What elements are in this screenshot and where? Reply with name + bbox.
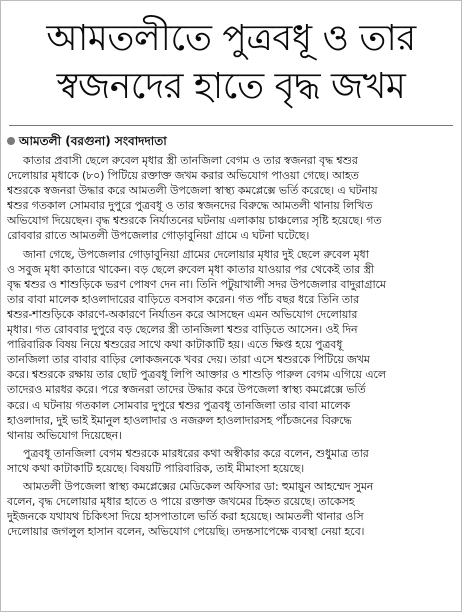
paragraph-line: করে। এ ঘটনায় গতকাল সোমবার দুপুরে শ্বশুর পুত্রবধূ তানজিলা তার বাবা মালেক (7, 398, 351, 412)
headline (1, 1, 461, 111)
paragraph-line: দুইজনকে যথাযথ চিকিৎসা দিয়ে হাসপাতালে ভর্তি করা হয়েছে। আমতলী থানার ওসি (7, 510, 364, 524)
paragraph-line: করে। শ্বশুরকে রক্ষায় তার ছোট পুত্রবধূ লিপি আক্তার ও শাশুড়ি পারুল বেগম এগিয়ে এলে (7, 368, 386, 382)
paragraph-line: সাথে কথা কাটাকাটি হয়েছে। বিষয়টি পারিবারিক, তাই মীমাংসা হয়েছে। (7, 461, 305, 475)
paragraph-line: তার বাবা মালেক হাওলাদারের বাড়িতে বসবাস করেন। গত পাঁচ বছর ধরে তিনি তার (7, 292, 360, 306)
paragraph-line: পারিবারিক বিষয় নিয়ে শ্বশুরের সাথে কথা কাটাকাটি হয়। এতে ক্ষিপ্ত হয়ে পুত্রবধূ (7, 338, 343, 352)
paragraph-line: শ্বশুরকে স্বজনরা উদ্ধার করে আমতলী উপজেলা স্বাস্থ্য কমপ্লেক্সে ভর্তি করেছে। এ ঘটনায় (7, 184, 378, 198)
paragraph-line: শ্বশুর গতকাল সোমবার দুপুরে পুত্রবধূ ও তার স্বজনদের বিরুদ্ধে আমতলী থানায় লিখিত (7, 199, 373, 213)
headline-divider (9, 125, 453, 126)
paragraph-line: দেলোয়ার মৃধাকে (৮০) পিটিয়ে রক্তাক্ত জখম করার অভিযোগ পাওয়া গেছে। আহত (7, 169, 359, 183)
paragraph-line: রোববার রাতে আমতলী উপজেলার গোড়াবুনিয়া গ্রামে এ ঘটনা ঘটেছে। (7, 229, 310, 243)
paragraph-line: তাদেরও মারধর করে। পরে স্বজনরা তাদের উদ্ধার করে উপজেলা স্বাস্থ্য কমপ্লেক্সে ভর্তি (7, 383, 366, 397)
byline-text: আমতলী (বরগুনা) সংবাদদাতা (19, 134, 167, 148)
paragraph-line: পুত্রবধূ তানজিলা বেগম শ্বশুরকে মারধরের কথা অস্বীকার করে বলেন, শুধুমাত্র তার (23, 446, 369, 460)
headline-line-2: স্বজনদের হাতে বৃদ্ধ জখম (56, 66, 406, 107)
article-body (7, 153, 455, 539)
paragraph-line: শ্বশুর-শাশুড়িকে কারণে-অকারণে নির্যাতন করে আসছেন এমন অভিযোগ দেলোয়ার (7, 307, 358, 321)
paragraph-line: জানা গেছে, উপজেলার গোড়াবুনিয়া গ্রামের দেলোয়ার মৃধার দুই ছেলে রুবেল মৃধা (23, 247, 369, 261)
byline (7, 133, 453, 149)
bullet-icon (7, 137, 15, 145)
paragraph-line: অভিযোগ দিয়েছেন। বৃদ্ধ শ্বশুরকে নির্যাতনের ঘটনায় এলাকায় চাঞ্চল্যের সৃষ্টি হয়েছে। গত (7, 214, 382, 228)
article-paragraph (7, 247, 455, 443)
paragraph-line: থানায় অভিযোগ দিয়েছেন। (7, 428, 122, 442)
paragraph-line: বৃদ্ধ শ্বশুর ও শাশুড়িকে ভরণ পোষণ দেন না। তিনি পটুয়াখালী সদর উপজেলার বাদুরাগ্রামে (7, 277, 386, 291)
article-paragraph (7, 153, 455, 244)
paragraph-line: কাতার প্রবাসী ছেলে রুবেল মৃধার স্ত্রী তানজিলা বেগম ও তার স্বজনরা বৃদ্ধ শ্বশুর (23, 154, 358, 167)
paragraph-line: আমতলী উপজেলা স্বাস্থ্য কমপ্লেক্সের মেডিকেল অফিসার ডা: হুমায়ুন আহম্মেদ সুমন (23, 479, 374, 493)
paragraph-line: মৃধার। গত রোববার দুপুরে বড় ছেলের স্ত্রী তানজিলা শ্বশুর বাড়িতে আসেন। ওই দিন (7, 323, 358, 337)
paragraph-line: হাওলাদার, দুই ভাই ইমানুল হাওলাদার ও নজরুল হাওলাদারসহ পাঁচজনের বিরুদ্ধে (7, 413, 352, 427)
paragraph-line: তানজিলা তার বাবার বাড়ির লোকজনকে খবর দেয়। তারা এসে শ্বশুরকে পিটিয়ে জখম (7, 353, 370, 367)
paragraph-line: বলেন, বৃদ্ধ দেলোয়ার মৃধার হাতে ও পায়ে রক্তাক্ত জখমের চিহ্নত রয়েছে। তাকেসহ (7, 495, 355, 509)
paragraph-line: ও সবুজ মৃধা কাতারে থাকেন। বড় ছেলে রুবেল মৃধা কাতার যাওয়ার পর থেকেই তার স্ত্রী (7, 262, 375, 276)
article-paragraph (7, 479, 455, 539)
article-paragraph (7, 446, 455, 476)
paragraph-line: দেলোয়ার জগলুল হাসান বলেন, অভিযোগ পেয়েছি। তদন্তসাপেক্ষে ব্যবস্থা নেয়া হবে। (7, 525, 365, 539)
headline-line-1: আমতলীতে পুত্রবধূ ও তার (46, 18, 416, 59)
